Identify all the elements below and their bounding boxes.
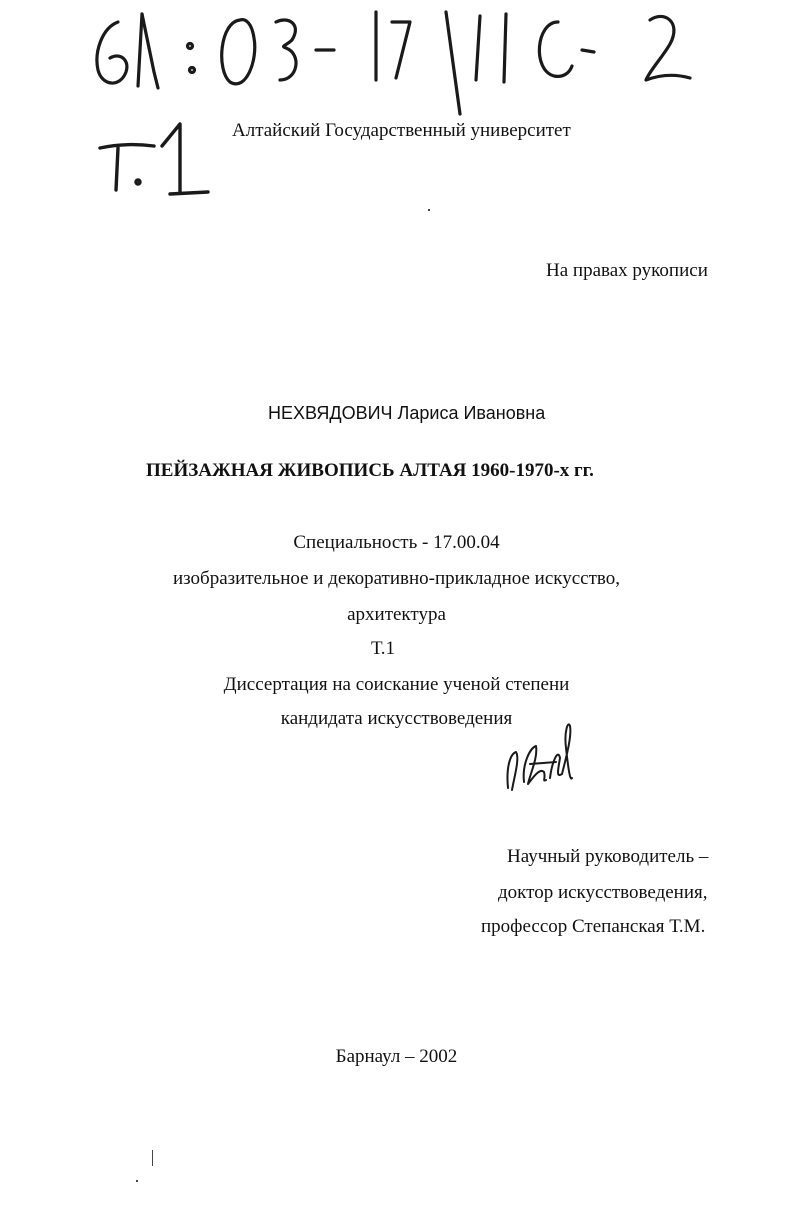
degree-line-1: Диссертация на соискание ученой степени bbox=[223, 674, 570, 695]
author-name: НЕХВЯДОВИЧ Лариса Ивановна bbox=[268, 403, 546, 423]
dissertation-title: ПЕЙЗАЖНАЯ ЖИВОПИСЬ АЛТАЯ 1960-1970-х гг. bbox=[146, 460, 594, 481]
supervisor-degree: доктор искусствоведения, bbox=[498, 882, 708, 903]
scan-artifact bbox=[136, 1180, 138, 1182]
university-name: Алтайский Государственный университет bbox=[232, 120, 571, 141]
handwritten-volume-mark bbox=[96, 118, 226, 204]
scan-artifact bbox=[152, 1150, 153, 1166]
supervisor-name: профессор Степанская Т.М. bbox=[481, 916, 706, 937]
volume-label: Т.1 bbox=[371, 638, 395, 659]
rights-note: На правах рукописи bbox=[546, 260, 708, 281]
signature bbox=[500, 718, 590, 798]
specialty-field-cont: архитектура bbox=[347, 604, 446, 625]
specialty-code: Специальность - 17.00.04 bbox=[293, 532, 500, 553]
scan-artifact bbox=[428, 209, 430, 211]
city-year: Барнаул – 2002 bbox=[335, 1046, 458, 1067]
specialty-field: изобразительное и декоративно-прикладное искусство, bbox=[172, 568, 621, 589]
supervisor-role: Научный руководитель – bbox=[507, 846, 709, 867]
handwritten-archive-code bbox=[80, 0, 720, 120]
degree-line-2: кандидата искусствоведения bbox=[280, 708, 513, 729]
